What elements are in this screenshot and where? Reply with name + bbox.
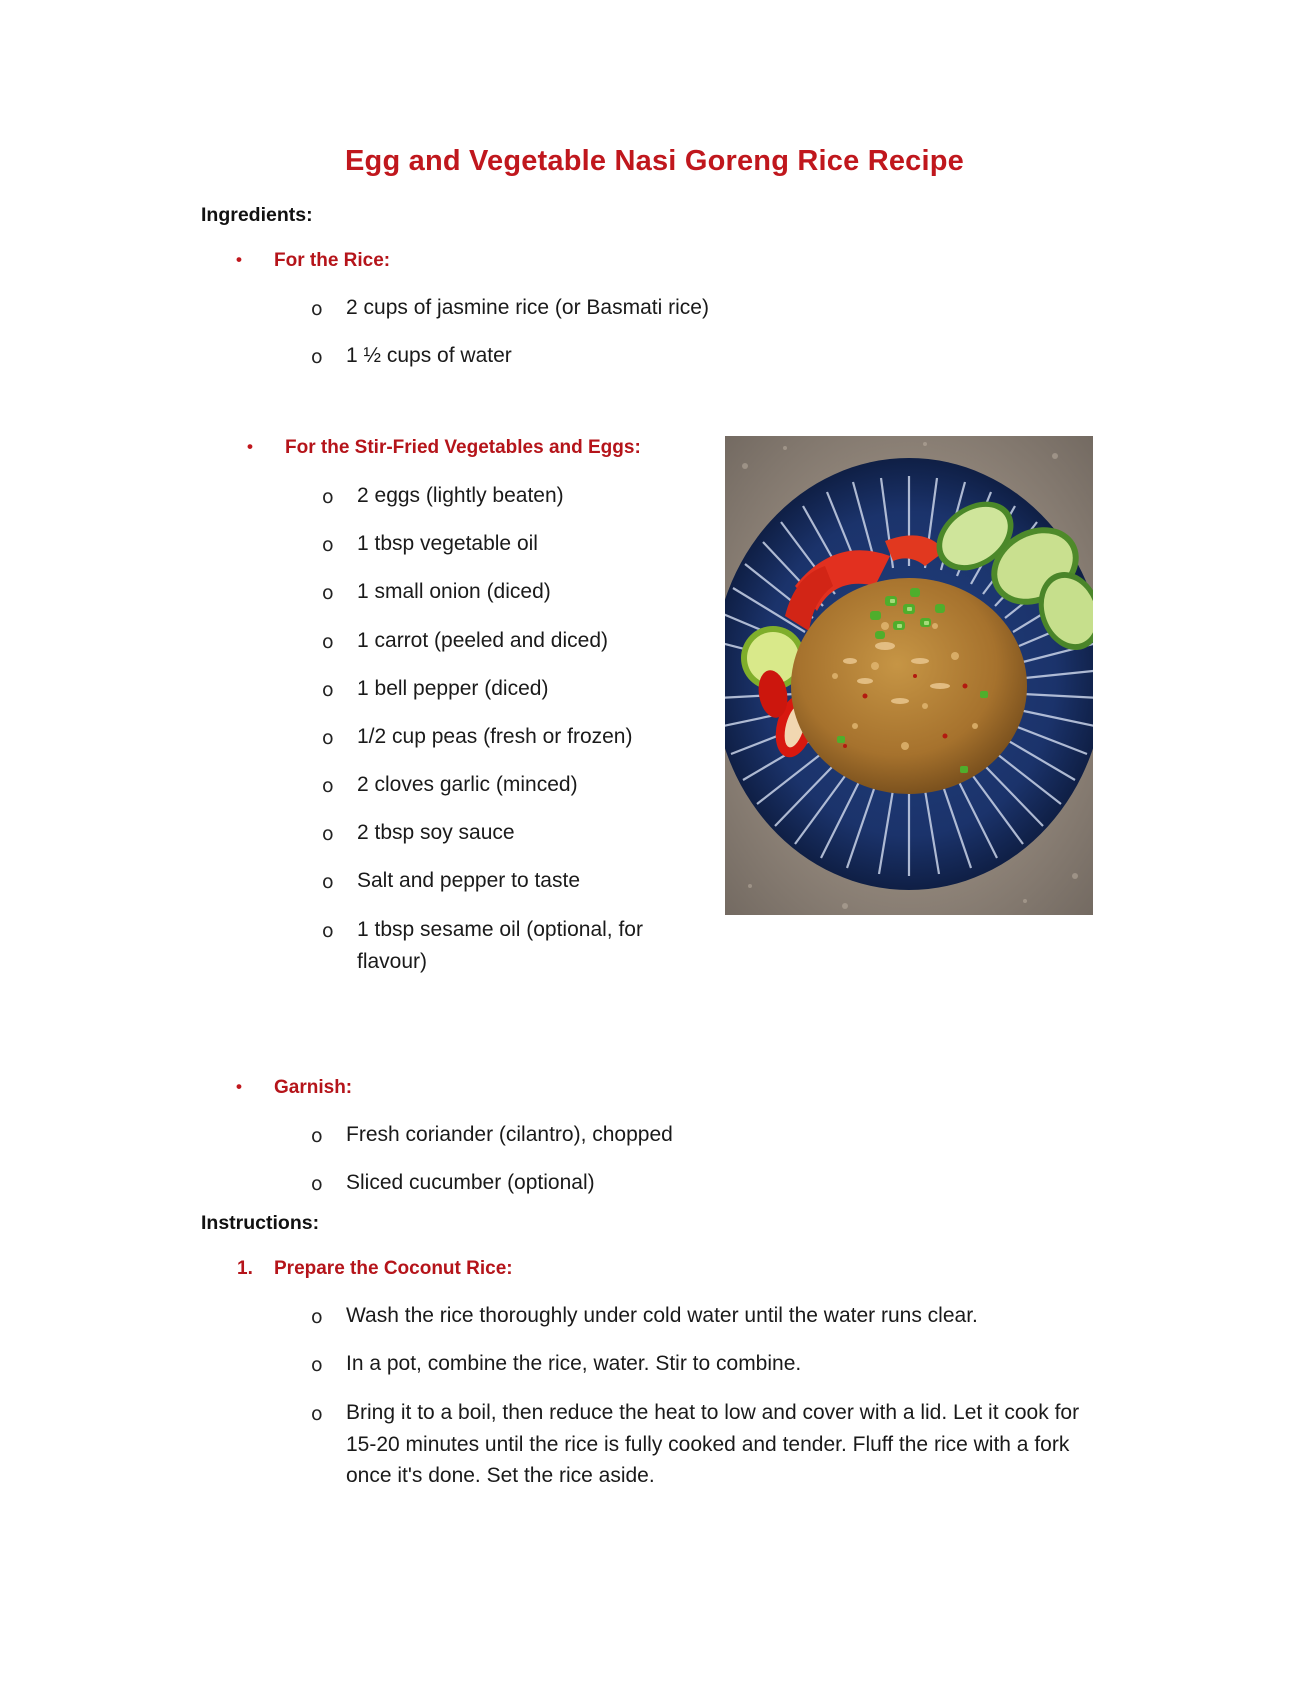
stir-fry-item: 1/2 cup peas (fresh or frozen) — [357, 725, 633, 748]
stir-fry-section-label: For the Stir-Fried Vegetables and Eggs: — [285, 437, 641, 458]
garnish-item: Fresh coriander (cilantro), chopped — [346, 1123, 673, 1146]
instruction-item: In a pot, combine the rice, water. Stir to combine. — [346, 1352, 802, 1375]
list-marker: o — [322, 823, 334, 845]
list-marker: o — [322, 871, 334, 893]
garnish-item: Sliced cucumber (optional) — [346, 1171, 595, 1194]
list-marker: o — [311, 298, 323, 320]
list-marker: o — [311, 1125, 323, 1147]
stir-fry-bullet: • — [247, 437, 253, 456]
list-marker: o — [311, 1306, 323, 1328]
list-marker: o — [322, 486, 334, 508]
list-marker: o — [322, 727, 334, 749]
rice-bullet: • — [236, 250, 242, 269]
list-marker: o — [322, 582, 334, 604]
stir-fry-item: Salt and pepper to taste — [357, 869, 580, 892]
stir-fry-item: 1 small onion (diced) — [357, 580, 551, 603]
ingredients-heading: Ingredients: — [201, 204, 313, 226]
rice-item: 2 cups of jasmine rice (or Basmati rice) — [346, 296, 709, 319]
list-marker: o — [322, 679, 334, 701]
step-label: Prepare the Coconut Rice: — [274, 1258, 513, 1279]
list-marker: o — [311, 1173, 323, 1195]
rice-item: 1 ½ cups of water — [346, 344, 512, 367]
garnish-section-label: Garnish: — [274, 1077, 353, 1098]
list-marker: o — [311, 1354, 323, 1376]
instruction-item: Wash the rice thoroughly under cold water until the water runs clear. — [346, 1304, 978, 1327]
rice-section-label: For the Rice: — [274, 250, 391, 271]
stir-fry-item: 1 carrot (peeled and diced) — [357, 629, 608, 652]
step-number: 1. — [237, 1258, 253, 1279]
stir-fry-item: 1 tbsp sesame oil (optional, for flavour) — [357, 918, 643, 973]
list-marker: o — [322, 631, 334, 653]
list-marker: o — [322, 920, 334, 942]
instruction-item: Bring it to a boil, then reduce the heat to low and cover with a lid. Let it cook for 15-20 minutes until the rice is fully cooked and tender. Fluff the rice with a fork once it's done. Set the rice aside. — [346, 1401, 1080, 1487]
list-marker: o — [311, 1403, 323, 1425]
nasi-goreng-photo — [725, 436, 1093, 915]
instructions-heading: Instructions: — [201, 1212, 320, 1234]
stir-fry-item: 2 cloves garlic (minced) — [357, 773, 578, 796]
list-marker: o — [322, 534, 334, 556]
garnish-bullet: • — [236, 1077, 242, 1096]
list-marker: o — [311, 346, 323, 368]
page-title: Egg and Vegetable Nasi Goreng Rice Recipe — [345, 145, 964, 177]
stir-fry-item: 1 tbsp vegetable oil — [357, 532, 538, 555]
stir-fry-item: 2 eggs (lightly beaten) — [357, 484, 564, 507]
list-marker: o — [322, 775, 334, 797]
stir-fry-item: 2 tbsp soy sauce — [357, 821, 515, 844]
stir-fry-item: 1 bell pepper (diced) — [357, 677, 549, 700]
